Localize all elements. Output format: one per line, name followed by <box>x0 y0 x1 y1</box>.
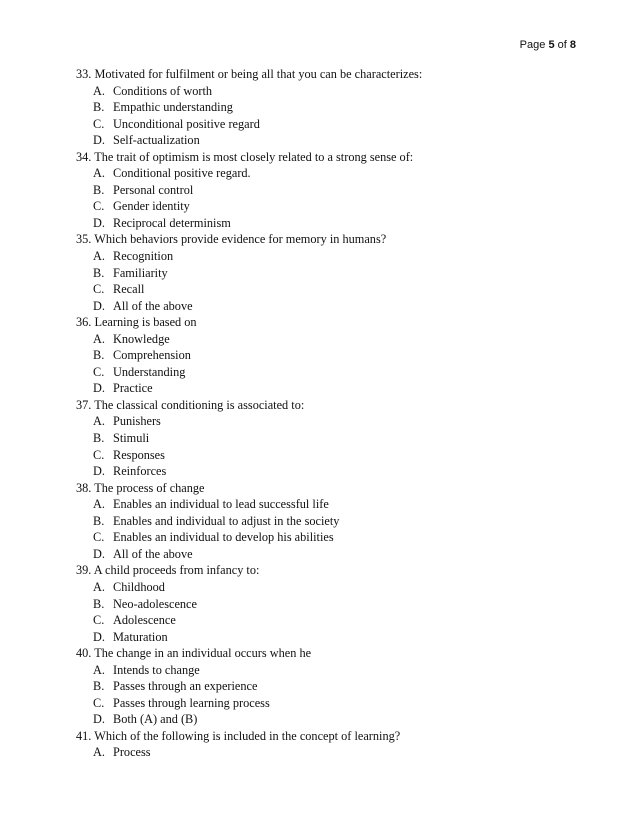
question-number: 33. <box>76 67 92 81</box>
option-text: Unconditional positive regard <box>113 116 260 131</box>
option-letter: C. <box>93 613 105 628</box>
option-text: Recall <box>113 282 145 297</box>
option-letter: A. <box>93 166 105 181</box>
answer-option <box>76 711 596 728</box>
answer-option <box>76 596 596 613</box>
answer-option <box>76 380 596 397</box>
question-line <box>76 66 596 83</box>
answer-option <box>76 331 596 348</box>
option-letter: B. <box>93 513 105 528</box>
option-text: Neo-adolescence <box>113 596 197 611</box>
question-block <box>76 231 596 314</box>
option-letter: D. <box>93 381 105 396</box>
option-text: Process <box>113 745 151 760</box>
question-number: 41. <box>76 728 92 743</box>
question-line <box>76 645 596 662</box>
question-text: Motivated for fulfilment or being all that you can be characterizes: <box>94 67 423 81</box>
option-letter: A. <box>93 497 105 512</box>
option-letter: C. <box>93 364 105 379</box>
option-letter: B. <box>93 348 105 363</box>
answer-option <box>76 413 596 430</box>
question-number: 36. <box>76 315 92 330</box>
option-text: Knowledge <box>113 331 170 346</box>
option-letter: B. <box>93 182 105 197</box>
option-text: Reciprocal determinism <box>113 215 231 230</box>
option-text: Punishers <box>113 414 161 429</box>
option-text: Enables and individual to adjust in the society <box>113 513 340 528</box>
answer-option <box>76 248 596 265</box>
option-letter: C. <box>93 199 105 214</box>
answer-option <box>76 546 596 563</box>
question-text: The process of change <box>94 480 205 495</box>
answer-option <box>76 513 596 530</box>
option-text: Empathic understanding <box>113 100 233 115</box>
answer-option <box>76 281 596 298</box>
option-text: Enables an individual to develop his abilities <box>113 530 334 545</box>
option-text: Personal control <box>113 182 194 197</box>
answer-option <box>76 215 596 232</box>
option-letter: A. <box>93 414 105 429</box>
option-text: Self-actualization <box>113 133 200 148</box>
answer-option <box>76 83 596 100</box>
option-text: All of the above <box>113 298 193 313</box>
question-number: 38. <box>76 480 92 495</box>
option-letter: B. <box>93 100 105 115</box>
question-number: 34. <box>76 149 92 164</box>
question-block <box>76 645 596 728</box>
option-text: Maturation <box>113 629 168 644</box>
answer-option <box>76 298 596 315</box>
option-letter: B. <box>93 596 105 611</box>
question-text: A child proceeds from infancy to: <box>93 563 260 578</box>
answer-option <box>76 99 596 116</box>
answer-option <box>76 579 596 596</box>
option-text: Reinforces <box>113 464 167 479</box>
option-letter: D. <box>93 629 105 644</box>
option-letter: B. <box>93 431 105 446</box>
option-text: Understanding <box>113 364 186 379</box>
option-letter: D. <box>93 464 105 479</box>
option-letter: C. <box>93 695 105 710</box>
answer-option <box>76 364 596 381</box>
option-text: Childhood <box>113 579 165 594</box>
option-letter: A. <box>93 662 105 677</box>
option-letter: A. <box>93 249 105 264</box>
question-block <box>76 562 596 645</box>
answer-option <box>76 265 596 282</box>
answer-option <box>76 463 596 480</box>
option-text: Comprehension <box>113 348 191 363</box>
question-number: 39. <box>76 563 92 578</box>
option-letter: C. <box>93 116 105 131</box>
question-number: 37. <box>76 397 92 412</box>
option-text: Recognition <box>113 249 174 264</box>
question-block <box>76 397 596 480</box>
option-text: Adolescence <box>113 613 176 628</box>
answer-option <box>76 430 596 447</box>
option-letter: D. <box>93 133 105 148</box>
question-block <box>76 66 596 149</box>
option-text: Familiarity <box>113 265 168 280</box>
answer-option <box>76 629 596 646</box>
option-letter: A. <box>93 579 105 594</box>
question-line <box>76 231 596 248</box>
option-letter: D. <box>93 215 105 230</box>
option-letter: A. <box>93 745 105 760</box>
option-letter: C. <box>93 530 105 545</box>
page-of: of <box>557 39 567 51</box>
option-text: Both (A) and (B) <box>113 712 198 727</box>
page-current: 5 <box>548 39 555 51</box>
answer-option <box>76 132 596 149</box>
question-line <box>76 397 596 414</box>
option-text: Conditional positive regard. <box>113 166 251 181</box>
question-text: Which behaviors provide evidence for memory in humans? <box>94 232 387 247</box>
option-text: Practice <box>113 381 153 396</box>
answer-option <box>76 182 596 199</box>
option-letter: D. <box>93 298 105 313</box>
question-line <box>76 728 596 745</box>
option-text: Responses <box>113 447 165 462</box>
question-text: The classical conditioning is associated to: <box>94 397 305 412</box>
answer-option <box>76 529 596 546</box>
question-number: 40. <box>76 646 92 661</box>
answer-option <box>76 116 596 133</box>
option-letter: D. <box>93 546 105 561</box>
question-line <box>76 562 596 579</box>
option-letter: A. <box>93 83 105 98</box>
question-line <box>76 314 596 331</box>
option-letter: C. <box>93 447 105 462</box>
option-text: Conditions of worth <box>113 83 213 98</box>
option-letter: B. <box>93 679 105 694</box>
option-text: Passes through an experience <box>113 679 258 694</box>
question-text: Which of the following is included in the concept of learning? <box>94 728 401 743</box>
option-text: All of the above <box>113 546 193 561</box>
option-text: Enables an individual to lead successful life <box>113 497 329 512</box>
page-number <box>520 38 576 52</box>
page-total: 8 <box>569 39 576 51</box>
option-text: Stimuli <box>113 431 150 446</box>
option-letter: D. <box>93 712 105 727</box>
question-line <box>76 149 596 166</box>
question-text: The change in an individual occurs when he <box>94 646 312 661</box>
page-label: Page <box>519 39 546 51</box>
question-block <box>76 149 596 232</box>
option-text: Gender identity <box>113 199 190 214</box>
question-text: The trait of optimism is most closely related to a strong sense of: <box>94 149 414 164</box>
answer-option <box>76 662 596 679</box>
question-block <box>76 728 596 761</box>
answer-option <box>76 447 596 464</box>
question-list <box>76 66 596 761</box>
option-letter: A. <box>93 331 105 346</box>
answer-option <box>76 347 596 364</box>
option-letter: B. <box>93 265 105 280</box>
answer-option <box>76 744 596 761</box>
question-text: Learning is based on <box>94 315 197 330</box>
question-line <box>76 480 596 497</box>
answer-option <box>76 165 596 182</box>
question-block <box>76 314 596 397</box>
answer-option <box>76 612 596 629</box>
option-text: Passes through learning process <box>113 695 270 710</box>
question-block <box>76 480 596 563</box>
answer-option <box>76 695 596 712</box>
question-number: 35. <box>76 232 92 247</box>
answer-option <box>76 678 596 695</box>
option-letter: C. <box>93 282 105 297</box>
answer-option <box>76 198 596 215</box>
answer-option <box>76 496 596 513</box>
option-text: Intends to change <box>113 662 200 677</box>
